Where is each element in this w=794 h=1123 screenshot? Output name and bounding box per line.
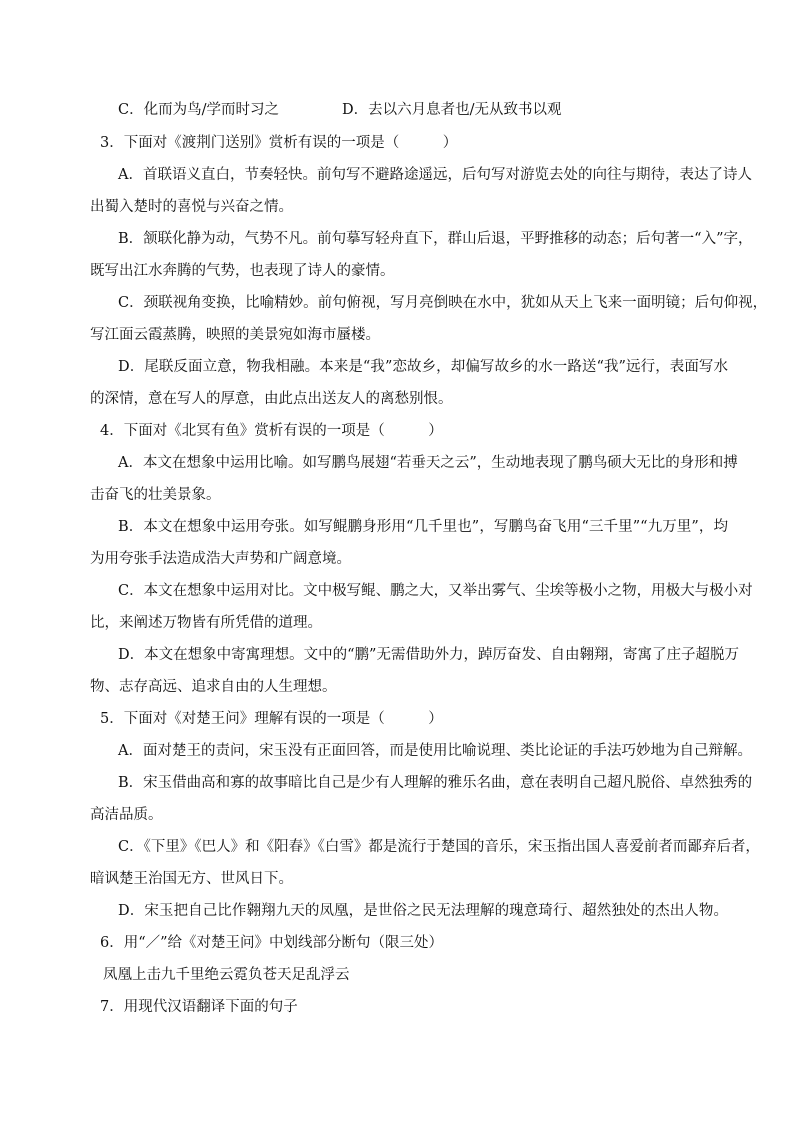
question-2-option-d: D．去以六月息者也/无从致书以观: [342, 102, 562, 118]
question-3-option-d: D．尾联反面立意，物我相融。本来是“我”恋故乡，却偏写故乡的水一路送“我”远行，表面写水: [118, 359, 728, 375]
question-5-option-d: D．宋玉把自己比作翱翔九天的凤凰，是世俗之民无法理解的瑰意琦行、超然独处的杰出人物。: [118, 903, 728, 919]
question-7-stem: 7．用现代汉语翻译下面的句子: [100, 999, 298, 1015]
question-3-option-a: A．首联语义直白，节奏轻快。前句写不避路途遥远，后句写对游览去处的向往与期待，表达了诗人: [118, 167, 752, 183]
question-3-option-b: B．颔联化静为动，气势不凡。前句摹写轻舟直下，群山后退，平野推移的动态；后句著一“入”字，: [118, 231, 753, 247]
question-4-option-a-cont: 击奋飞的壮美景象。: [90, 487, 221, 503]
question-4-option-d-cont: 物、志存高远、追求自由的人生理想。: [90, 679, 337, 695]
question-5-option-c: C．《下里》《巴人》和《阳春》《白雪》都是流行于楚国的音乐，宋玉指出国人喜爱前者而鄙弃后者，: [118, 839, 760, 855]
question-6-stem: 6．用“／”给《对楚王问》中划线部分断句（限三处）: [100, 935, 444, 951]
question-4-option-c-cont: 比，来阐述万物皆有所凭借的道理。: [90, 615, 322, 631]
question-4-option-b: B．本文在想象中运用夸张。如写鲲鹏身形用“几千里也”，写鹏鸟奋飞用“三千里”“九万里”，均: [118, 519, 728, 535]
question-3-option-c-cont: 写江面云霞蒸腾，映照的美景宛如海市蜃楼。: [90, 327, 380, 343]
question-3-option-a-cont: 出蜀入楚时的喜悦与兴奋之情。: [90, 199, 293, 215]
question-5-option-b: B．宋玉借曲高和寡的故事暗比自己是少有人理解的雅乐名曲，意在表明自己超凡脱俗、卓然独秀的: [118, 775, 753, 791]
question-4-option-c: C．本文在想象中运用对比。文中极写鲲、鹏之大，又举出雾气、尘埃等极小之物，用极大与极小对: [118, 583, 753, 599]
question-5-stem: 5．下面对《对楚王问》理解有误的一项是（ ）: [100, 711, 443, 727]
question-4-option-a: A．本文在想象中运用比喻。如写鹏鸟展翅“若垂天之云”，生动地表现了鹏鸟硕大无比的身形和搏: [118, 455, 738, 471]
question-3-option-c: C．颈联视角变换，比喻精妙。前句俯视，写月亮倒映在水中，犹如从天上飞来一面明镜；后句仰视，: [118, 295, 768, 311]
question-4-option-b-cont: 为用夸张手法造成浩大声势和广阔意境。: [90, 551, 351, 567]
question-5-option-c-cont: 暗讽楚王治国无方、世风日下。: [90, 871, 293, 887]
question-2-option-c: C．化而为鸟/学而时习之: [118, 102, 279, 118]
question-4-option-d: D．本文在想象中寄寓理想。文中的“鹏”无需借助外力，踔厉奋发、自由翱翔，寄寓了庄子超脱万: [118, 647, 739, 663]
question-3-stem: 3．下面对《渡荆门送别》赏析有误的一项是（ ）: [100, 135, 458, 151]
question-3-option-b-cont: 既写出江水奔腾的气势，也表现了诗人的豪情。: [90, 263, 395, 279]
question-6-passage: 凤凰上击九千里绝云霓负苍天足乱浮云: [103, 967, 350, 983]
question-5-option-a: A．面对楚王的责问，宋玉没有正面回答，而是使用比喻说理、类比论证的手法巧妙地为自己辩解。: [118, 743, 752, 759]
question-3-option-d-cont: 的深情，意在写人的厚意，由此点出送友人的离愁别恨。: [90, 391, 453, 407]
question-4-stem: 4．下面对《北冥有鱼》赏析有误的一项是（ ）: [100, 423, 443, 439]
question-5-option-b-cont: 高洁品质。: [90, 807, 163, 823]
